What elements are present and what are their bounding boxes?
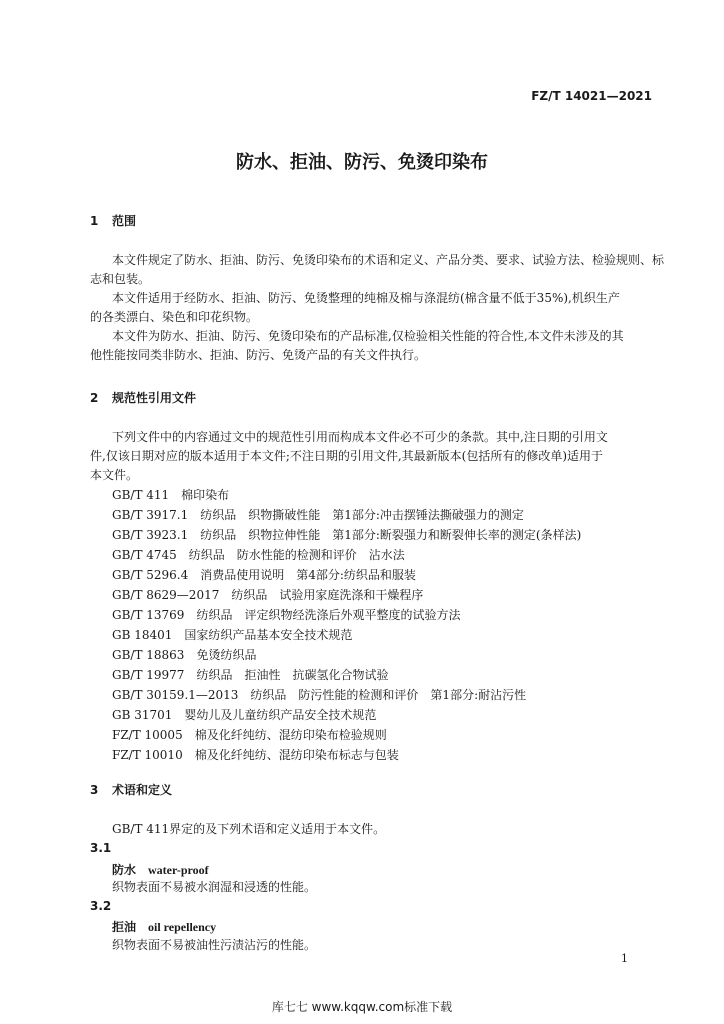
paragraph-line: 他性能按同类非防水、拒油、防污、免烫产品的有关文件执行。 [90,348,427,362]
reference-item: GB/T 19977 纺织品 拒油性 抗碳氢化合物试验 [112,668,389,682]
section-number: 1 [90,214,99,228]
reference-item: GB 18401 国家纺织产品基本安全技术规范 [112,628,353,642]
term-definition: 织物表面不易被水润湿和浸透的性能。 [112,880,317,894]
term-definition: 织物表面不易被油性污渍沾污的性能。 [112,938,317,952]
paragraph-line: 本文件适用于经防水、拒油、防污、免烫整理的纯棉及棉与涤混纺(棉含量不低于35%),机织生产 [112,291,620,305]
page-number: 1 [621,952,628,965]
reference-item: GB/T 411 棉印染布 [112,488,230,502]
section-title: 范围 [112,214,137,228]
reference-item: GB/T 4745 纺织品 防水性能的检测和评价 沾水法 [112,548,405,562]
reference-item: FZ/T 10010 棉及化纤纯纺、混纺印染布标志与包装 [112,748,399,762]
reference-item: FZ/T 10005 棉及化纤纯纺、混纺印染布检验规则 [112,728,387,742]
reference-item: GB/T 13769 纺织品 评定织物经洗涤后外观平整度的试验方法 [112,608,461,622]
term-zh: 防水 [112,863,137,877]
reference-item: GB/T 18863 免烫纺织品 [112,648,257,662]
reference-item: GB/T 8629—2017 纺织品 试验用家庭洗涤和干燥程序 [112,588,424,602]
section-3-heading [90,781,172,798]
section-title: 规范性引用文件 [112,391,197,405]
reference-item: GB/T 30159.1—2013 纺织品 防污性能的检测和评价 第1部分:耐沾污性 [112,688,527,702]
paragraph-line: 的各类漂白、染色和印花织物。 [90,310,259,324]
footer-watermark: 库七七 www.kqqw.com标准下载 [271,1000,453,1014]
paragraph-line: GB/T 411界定的及下列术语和定义适用于本文件。 [112,822,386,836]
reference-item: GB/T 3917.1 纺织品 织物撕破性能 第1部分:冲击摆锤法撕破强力的测定 [112,508,524,522]
reference-item: GB/T 3923.1 纺织品 织物拉伸性能 第1部分:断裂强力和断裂伸长率的测定(条样法) [112,528,582,542]
document-title: 防水、拒油、防污、免烫印染布 [236,152,488,173]
paragraph-line: 下列文件中的内容通过文中的规范性引用而构成本文件必不可少的条款。其中,注日期的引用文 [112,430,608,444]
section-title: 术语和定义 [112,783,173,797]
paragraph-line: 本文件为防水、拒油、防污、免烫印染布的产品标准,仅检验相关性能的符合性,本文件未涉及的其 [112,329,624,343]
term-heading [112,918,216,935]
section-2-heading [90,389,196,406]
section-1-heading [90,212,136,229]
term-heading [112,861,209,878]
standard-number: FZ/T 14021—2021 [531,89,652,103]
clause-number: 3.1 [90,841,112,855]
paragraph-line: 件,仅该日期对应的版本适用于本文件;不注日期的引用文件,其最新版本(包括所有的修改单)适用于 [90,449,604,463]
clause-number: 3.2 [90,899,112,913]
section-number: 2 [90,391,99,405]
reference-item: GB/T 5296.4 消费品使用说明 第4部分:纺织品和服装 [112,568,416,582]
reference-item: GB 31701 婴幼儿及儿童纺织产品安全技术规范 [112,708,377,722]
term-zh: 拒油 [112,920,137,934]
paragraph-line: 本文件。 [90,468,139,482]
term-en: water-proof [148,863,209,877]
paragraph-line: 志和包装。 [90,272,151,286]
paragraph-line: 本文件规定了防水、拒油、防污、免烫印染布的术语和定义、产品分类、要求、试验方法、检验规则、标 [112,253,665,267]
section-number: 3 [90,783,99,797]
term-en: oil repellency [148,920,217,934]
